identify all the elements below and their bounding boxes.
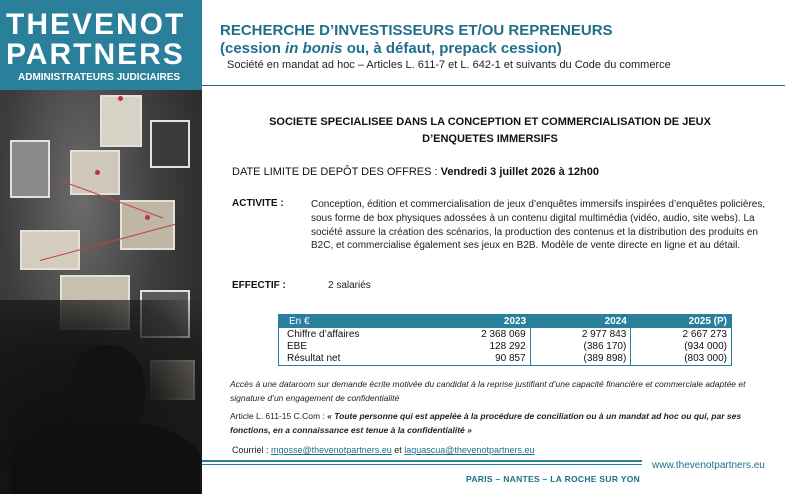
table-header-row bbox=[279, 315, 732, 328]
effectif-value: 2 salariés bbox=[328, 280, 371, 291]
subtitle-prefix: (cession bbox=[220, 40, 286, 57]
table-cell: 128 292 bbox=[430, 340, 531, 353]
table-row bbox=[279, 353, 732, 366]
table-cell: 2 368 069 bbox=[430, 328, 531, 341]
contact-line bbox=[232, 445, 534, 455]
table-cell: 90 857 bbox=[430, 353, 531, 366]
board-photo bbox=[150, 120, 190, 168]
table-cell: (386 170) bbox=[530, 340, 631, 353]
article-prefix: Article L. 611-15 C.Com : bbox=[230, 411, 328, 421]
table-header-cell: 2025 (P) bbox=[631, 315, 732, 328]
table-cell: Chiffre d’affaires bbox=[279, 328, 430, 341]
dataroom-notice: Accès à une dataroom sur demande écrite motivée du candidat à la reprise justifiant d’une capacité financière et commerciale adaptée et signature d’un engagement de confidentialité bbox=[230, 379, 746, 403]
deadline-value: Vendredi 3 juillet 2026 à 12h00 bbox=[440, 166, 599, 178]
table-row bbox=[279, 328, 732, 341]
footer-divider bbox=[202, 464, 642, 465]
deadline-label: DATE LIMITE DE DEPÔT DES OFFRES : bbox=[232, 166, 441, 178]
table-header-cell: En € bbox=[279, 315, 430, 328]
email-link[interactable]: mgosse@thevenotpartners.eu bbox=[271, 445, 392, 455]
contact-label: Courriel : bbox=[232, 445, 272, 455]
confidentiality-article bbox=[230, 410, 778, 437]
table-cell: (803 000) bbox=[684, 353, 727, 364]
page-title: RECHERCHE D’INVESTISSEURS ET/OU REPRENEURS bbox=[220, 22, 613, 39]
contact-separator: et bbox=[391, 445, 405, 455]
article-quote: « Toute personne qui est appelée à la procédure de conciliation ou à un mandat ad hoc ou qui, par ses fonctions, en a connaissance est tenue à la confidentialité » bbox=[230, 411, 742, 435]
company-heading bbox=[230, 114, 750, 148]
table-cell: 2 977 843 bbox=[530, 328, 631, 341]
table-cell: Résultat net bbox=[287, 353, 341, 364]
website-link[interactable]: www.thevenotpartners.eu bbox=[652, 460, 765, 471]
legal-mandate-line: Société en mandat ad hoc – Articles L. 611-7 et L. 642-1 et suivants du Code du commerce bbox=[227, 59, 671, 71]
office-cities: PARIS – NANTES – LA ROCHE SUR YON bbox=[466, 474, 641, 484]
table-cell: 2 667 273 bbox=[631, 328, 732, 341]
logo bbox=[0, 0, 202, 90]
background-photo bbox=[0, 0, 202, 494]
board-photo bbox=[100, 95, 142, 147]
board-photo bbox=[10, 140, 50, 198]
pin bbox=[145, 215, 150, 220]
table-cell: (389 898) bbox=[530, 353, 631, 366]
table-cell: (934 000) bbox=[684, 340, 727, 352]
offer-deadline bbox=[232, 166, 599, 178]
logo-text-line2: PARTNERS bbox=[6, 38, 185, 71]
pin bbox=[118, 96, 123, 101]
table-row bbox=[279, 340, 732, 353]
table-cell: EBE bbox=[287, 340, 308, 352]
activite-description: Conception, édition et commercialisation de jeux d’enquêtes immersifs inspirées d’enquêtes policières, sous forme de box physiques adossées à un contenu digital multimédia (vidéo, audio, site webs). La société assure la création des scénarios, la production des contenus et la distribution des produits en B2C, et commercialise également ses jeux en B2B. Modèle de vente directe en ligne et au détail. bbox=[311, 199, 766, 252]
table-header-cell: 2023 bbox=[430, 315, 531, 328]
table-header-cell: 2024 bbox=[530, 315, 631, 328]
footer-divider bbox=[202, 460, 642, 462]
logo-tagline: ADMINISTRATEURS JUDICIAIRES bbox=[18, 72, 181, 83]
company-heading-line1: SOCIETE SPECIALISEE DANS LA CONCEPTION ET COMMERCIALISATION DE JEUX bbox=[269, 116, 711, 128]
divider bbox=[202, 85, 785, 86]
activite-label: ACTIVITE : bbox=[232, 198, 284, 209]
company-heading-line2: D’ENQUETES IMMERSIFS bbox=[422, 133, 558, 145]
financial-table bbox=[278, 314, 732, 366]
logo-text-line1: THEVENOT bbox=[6, 8, 186, 41]
subtitle-italic: in bonis bbox=[285, 40, 343, 57]
person-shoulder bbox=[10, 420, 200, 494]
email-link[interactable]: laguascua@thevenotpartners.eu bbox=[404, 445, 535, 455]
effectif-label: EFFECTIF : bbox=[232, 280, 286, 291]
pin bbox=[95, 170, 100, 175]
board-photo bbox=[20, 230, 80, 270]
page-subtitle bbox=[220, 40, 562, 57]
subtitle-suffix: ou, à défaut, prepack cession) bbox=[342, 40, 562, 57]
